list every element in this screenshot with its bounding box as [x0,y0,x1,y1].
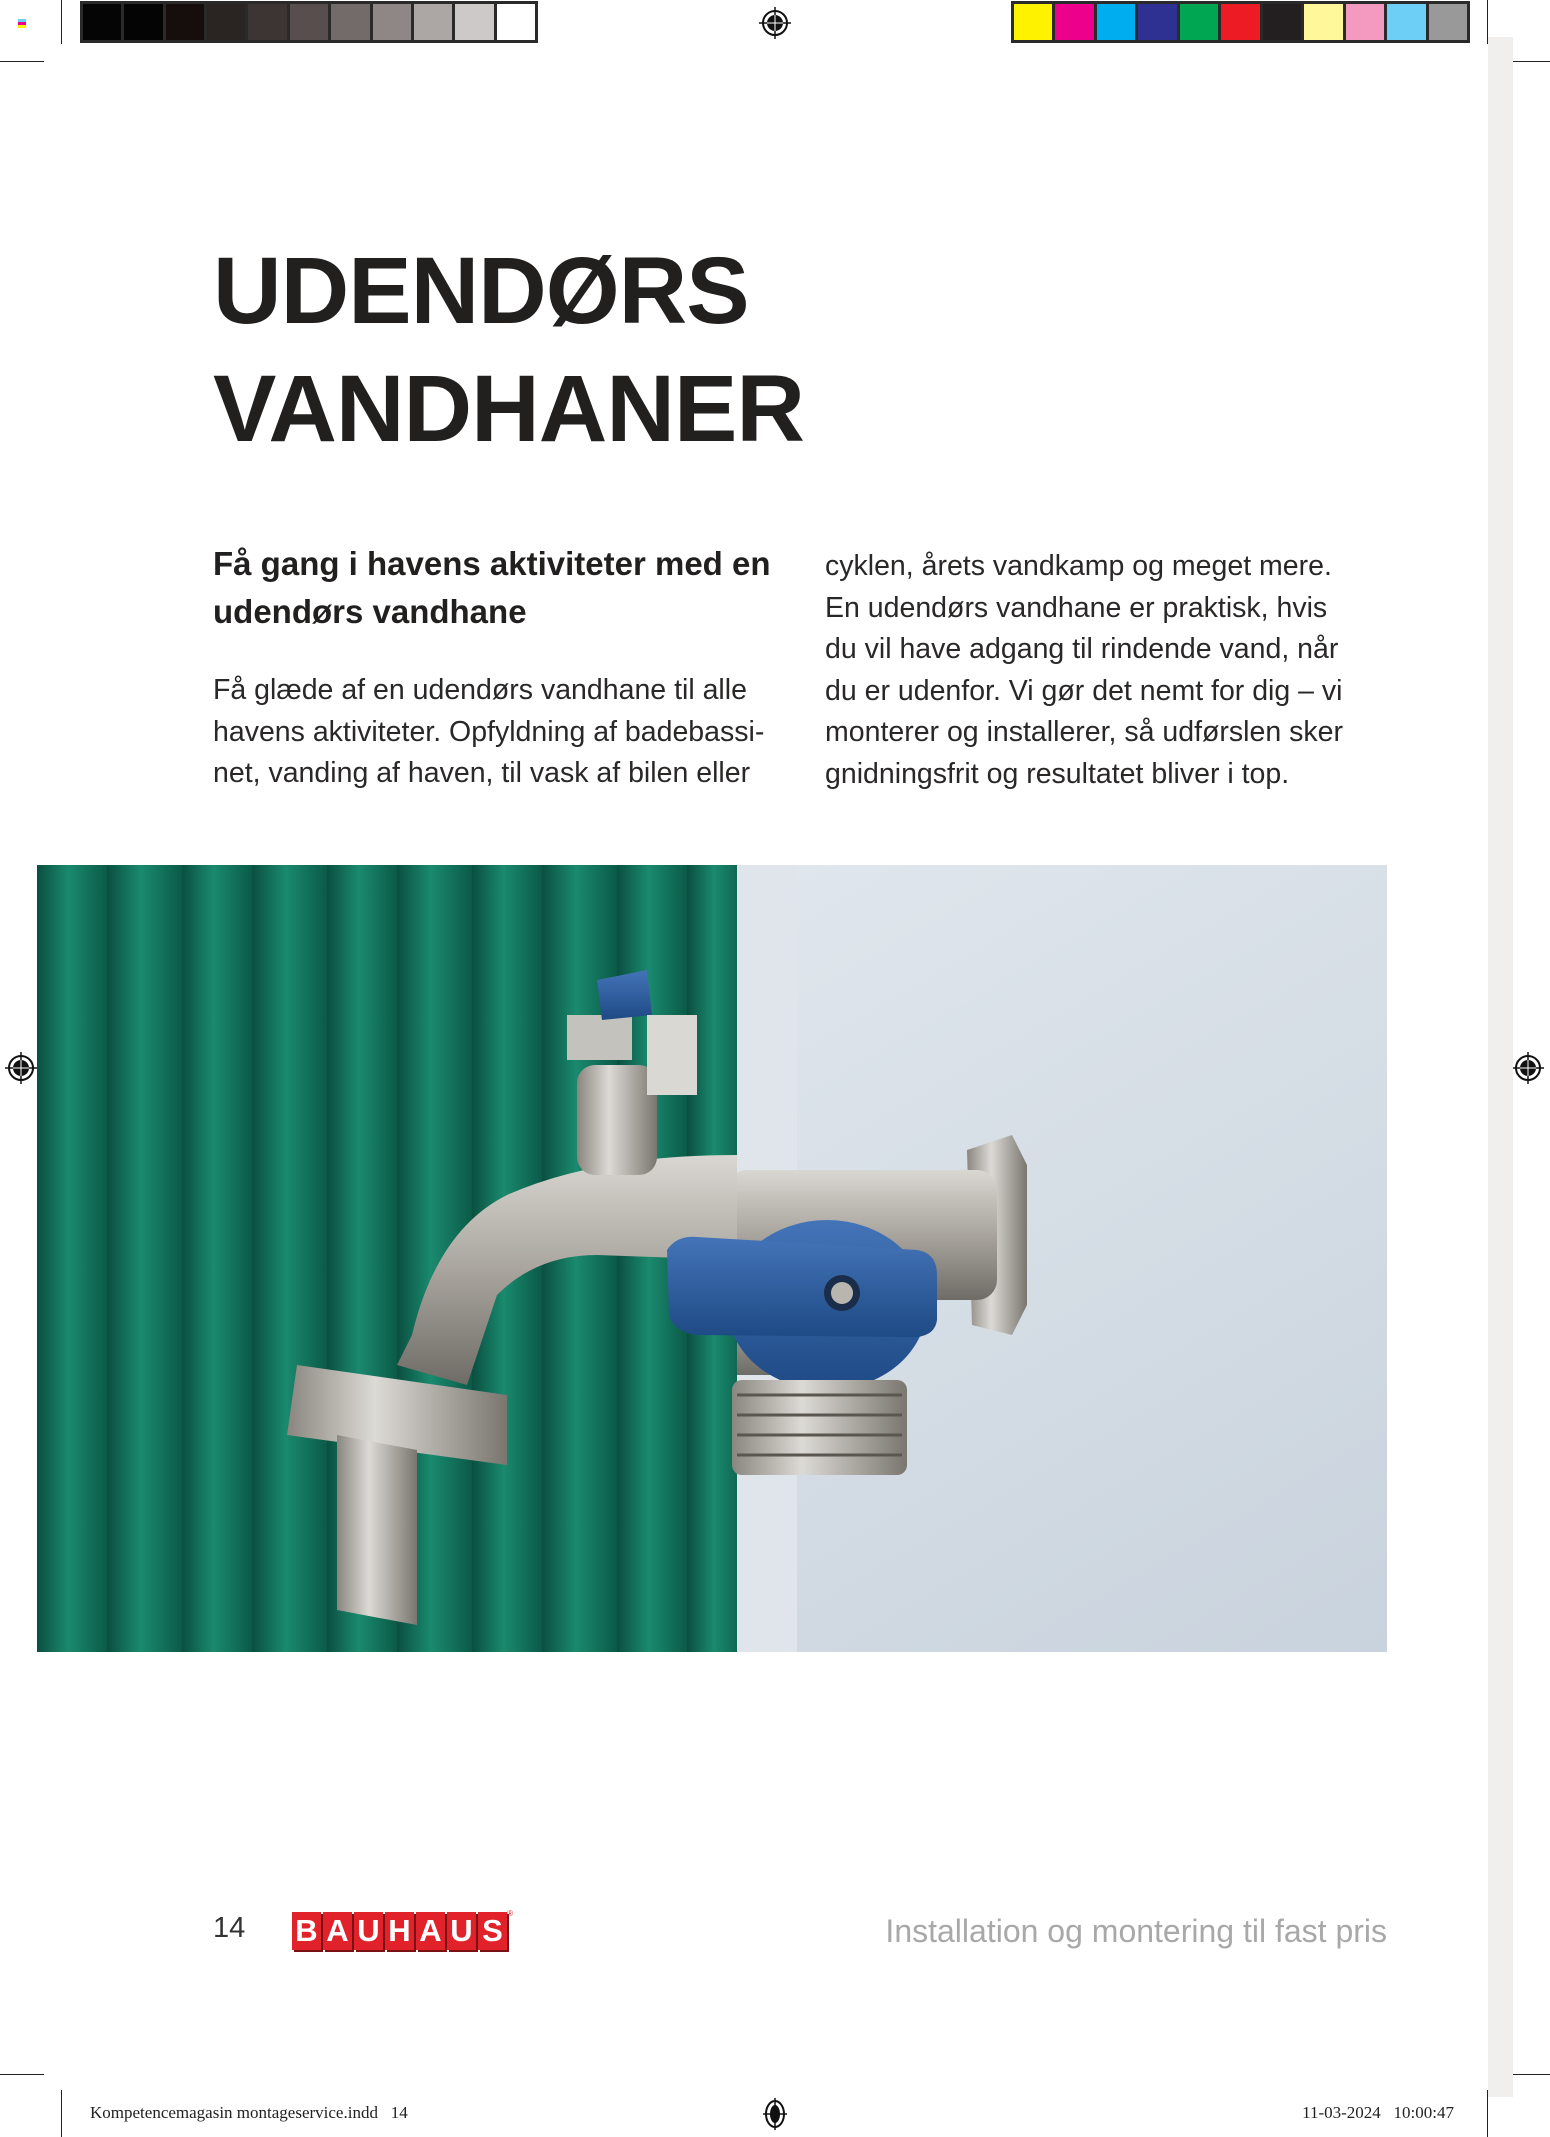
body-line: du vil have adgang til rindende vand, når [825,633,1339,665]
color-swatch [455,4,493,40]
body-line: du er udenfor. Vi gør det nemt for dig – vi [825,674,1343,707]
color-swatch [248,4,286,40]
logo-letter: B [292,1912,321,1950]
bauhaus-logo [292,1909,513,1950]
color-swatch [1387,4,1425,40]
grayscale-calibration-bar [80,1,538,43]
color-swatch [373,4,411,40]
registered-mark: ® [507,1909,513,1918]
color-swatch [1097,4,1135,40]
color-swatch [497,4,535,40]
color-swatch [331,4,369,40]
outdoor-tap-illustration [37,865,1387,1652]
body-column-right [825,546,1385,795]
color-swatch [1055,4,1093,40]
body-line: Få glæde af en udendørs vandhane til alle [213,674,747,706]
color-swatch [1180,4,1218,40]
color-swatch [1346,4,1384,40]
body-line: cyklen, årets vandkamp og meget mere. [825,550,1332,582]
page-number: 14 [213,1912,246,1944]
color-swatch [166,4,204,40]
title-line-2: VANDHANER [213,356,804,462]
crop-mark [1487,2090,1488,2137]
registration-mark-icon [758,6,792,40]
color-swatch [1429,4,1467,40]
subheading: Få gang i havens aktiviteter med en udendørs vandhane [213,545,771,630]
body-column-left [213,670,783,795]
color-swatch [1221,4,1259,40]
registration-mark-icon [758,2097,792,2131]
color-swatch [207,4,245,40]
body-line: En udendørs vandhane er praktisk, hvis [825,591,1328,624]
color-swatch [1263,4,1301,40]
logo-letter: U [354,1912,383,1950]
tap-photo [37,865,1387,1652]
slug-timestamp: 11-03-2024 10:00:47 [1302,2103,1454,2122]
color-swatch [1304,4,1342,40]
crop-mark [0,2074,44,2075]
color-marker [18,19,26,28]
color-swatch [83,4,121,40]
logo-letter: S [478,1912,507,1950]
crop-mark [61,2090,62,2137]
crop-mark [61,0,62,44]
body-line: gnidningsfrit og resultatet bliver i top. [825,757,1290,790]
color-calibration-bar [1011,1,1470,43]
logo-letter: A [323,1912,352,1950]
logo-letter: H [385,1912,414,1950]
crop-mark [0,61,44,62]
body-line: net, vanding af haven, til vask af bilen eller [213,757,751,789]
color-swatch [1138,4,1176,40]
page-edge-strip [1488,37,1513,2097]
body-line: havens aktiviteter. Opfyldning af badebassi- [213,715,765,748]
title-line-1: UDENDØRS [213,238,749,344]
color-swatch [1014,4,1052,40]
color-swatch [124,4,162,40]
logo-letter: A [416,1912,445,1950]
registration-mark-icon [4,1051,38,1085]
body-line: monterer og installerer, så udførslen sker [825,716,1343,748]
color-swatch [414,4,452,40]
tagline: Installation og montering til fast pris [885,1913,1387,1949]
registration-mark-icon [1511,1051,1545,1085]
slug-file-name: Kompetencemagasin montageservice.indd 14 [90,2103,408,2122]
logo-letter: U [447,1912,476,1950]
page-title [213,232,804,468]
color-swatch [290,4,328,40]
